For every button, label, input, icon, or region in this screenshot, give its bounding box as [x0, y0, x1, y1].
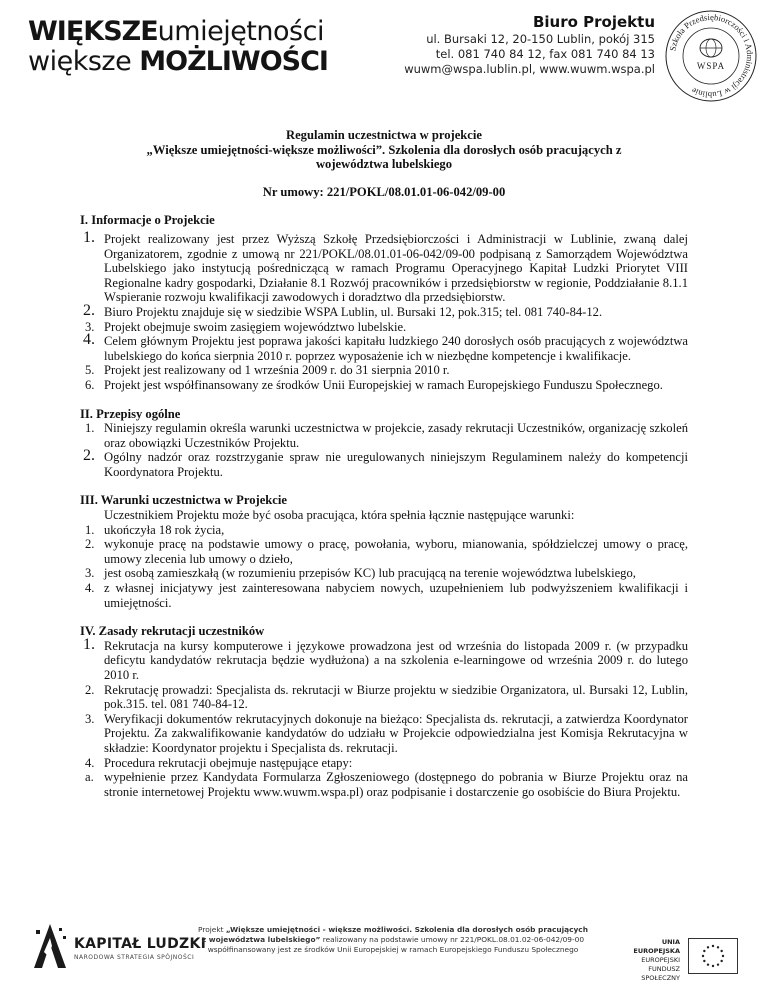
list-item: 2. Rekrutację prowadzi: Specjalista ds. rekrutacji w Biurze projektu w siedzibie Organizatora, ul. Bursaki 12, Lublin, pok.315. tel. 081 740-84-12.	[85, 682, 688, 712]
list-item: 3. Projekt obejmuje swoim zasięgiem województwo lubelskie.	[85, 319, 407, 334]
eu-flag-star-icon	[722, 955, 724, 957]
section-heading: IV. Zasady rekrutacji uczestników	[80, 624, 265, 639]
office-address: ul. Bursaki 12, 20-150 Lublin, pokój 315	[426, 32, 655, 46]
office-phone: tel. 081 740 84 12, fax 081 740 84 13	[435, 47, 655, 61]
eu-flag-icon	[688, 938, 738, 974]
eu-flag-star-icon	[703, 960, 705, 962]
seal-center-text: WSPA	[696, 61, 726, 71]
list-item: 6. Projekt jest współfinansowany ze środków Unii Europejskiej w ramach Europejskiego Funduszu Społecznego.	[85, 377, 663, 392]
seal-ring-text: Szkoła Przedsiębiorczości i Administracji w Lublinie	[667, 11, 756, 101]
logo-word-wieksze-small: większe	[28, 46, 132, 77]
eu-fund-text: UNIA EUROPEJSKA EUROPEJSKI FUNDUSZ SPOŁECZNY	[633, 938, 680, 982]
eu-flag-star-icon	[707, 946, 709, 948]
svg-text:Szkoła Przedsiębiorczości i Ad	[667, 12, 755, 100]
list-item: 2. Ogólny nadzór oraz rozstrzyganie spraw nie uregulowanych niniejszym Regulaminem należy do kompetencji Koordynatora Projektu.	[83, 447, 688, 479]
doc-title-line3: województwa lubelskiego	[315, 157, 453, 172]
kapital-ludzki-logo-icon	[30, 922, 70, 970]
list-item: 2. wykonuje pracę na podstawie umowy o pracę, powołania, wyboru, mianowania, spółdzielczej umowy o pracę, umowy zlecenia lub umowy o dzieło,	[85, 537, 688, 566]
footer-project-note: Projekt „Większe umiejętności - większe możliwości. Szkolenia dla dorosłych osób pracujących z województwa lubelskiego” realizowany na podstawie umowy nr 221/POKL.08.01.02-06-042/09-00 współfinansowany jest ze środków Unii Europejskiej w ramach Europejskiego Funduszu Społecznego	[198, 925, 588, 954]
kl-subtitle: NARODOWA STRATEGIA SPÓJNOŚCI	[74, 954, 195, 961]
list-item: 3. Weryfikacji dokumentów rekrutacyjnych dokonuje na bieżąco: Specjalista ds. rekrutacji, a zatwierdza Koordynator Projektu. Za zakwalifikowanie kandydatów do udziału w Projekcie odpowiedzialna jest Komisja Rekrutacyjna w składzie: Koordynator projektu i Specjalista ds. rekrutacji.	[85, 711, 688, 755]
eu-flag-star-icon	[720, 960, 722, 962]
list-item: 2. Biuro Projektu znajduje się w siedzibie WSPA Lublin, ul. Bursaki 12, pok.315; tel. 081 740-84-12.	[83, 301, 603, 319]
section-intro: Uczestnikiem Projektu może być osoba pracująca, która spełnia łącznie następujące warunki:	[104, 508, 575, 523]
logo-word-mozliwosci: MOŻLIWOŚCI	[139, 46, 328, 77]
doc-title	[80, 128, 688, 172]
section-heading: II. Przepisy ogólne	[80, 406, 181, 421]
wspa-seal-icon	[663, 8, 759, 104]
eu-flag-star-icon	[707, 963, 709, 965]
eu-flag-star-icon	[720, 950, 722, 952]
eu-flag-star-icon	[703, 950, 705, 952]
eu-flag-star-icon	[717, 946, 719, 948]
list-item: 1. ukończyła 18 rok życia,	[85, 522, 225, 537]
list-item: 4. Procedura rekrutacji obejmuje następujące etapy:	[85, 755, 353, 770]
eu-flag-star-icon	[717, 963, 719, 965]
section-1-list	[80, 228, 688, 393]
project-logo	[28, 16, 328, 78]
list-item: 3. jest osobą zamieszkałą (w rozumieniu przepisów KC) lub pracującą na terenie województwa lubelskiego,	[85, 566, 636, 581]
eu-flag-star-icon	[702, 955, 704, 957]
logo-word-umiejetnosci: umiejętności	[157, 16, 324, 47]
office-web: wuwm@wspa.lublin.pl, www.wuwm.wspa.pl	[404, 62, 655, 76]
list-item: a. wypełnienie przez Kandydata Formularza Zgłoszeniowego (dostępnego do pobrania w Biurze Projektu oraz na stronie internetowej Projektu www.wuwm.wspa.pl) oraz podpisanie i dostarczenie go osobiście do Biura Projektu.	[85, 770, 688, 799]
list-item: 1. Niniejszy regulamin określa warunki uczestnictwa w projekcie, zasady rekrutacji Uczestników, organizację szkoleń oraz obowiązki Uczestników Projektu.	[85, 421, 688, 450]
section-3-list	[80, 523, 688, 611]
section-heading: I. Informacje o Projekcie	[80, 213, 215, 228]
contract-number: Nr umowy: 221/POKL/08.01.01-06-042/09-00	[262, 184, 506, 199]
list-item: 4. z własnej inicjatywy jest zainteresowana nabyciem nowych, uzupełnieniem lub podwyższeniem kwalifikacji i umiejętności.	[85, 581, 688, 610]
section-2-list	[80, 421, 688, 479]
eu-flag-star-icon	[712, 965, 714, 967]
office-contact	[404, 13, 655, 77]
doc-title-line2: „Większe umiejętności-większe możliwości”. Szkolenia dla dorosłych osób pracujących z	[146, 142, 622, 157]
regulation-document	[80, 128, 688, 799]
office-title: Biuro Projektu	[532, 13, 655, 31]
section-heading: III. Warunki uczestnictwa w Projekcie	[80, 493, 287, 508]
list-item: 1. Rekrutacja na kursy komputerowe i językowe prowadzona jest od września do listopada 2009 r. (w przypadku deficytu kandydatów rekrutacja będzie wydłużona) a na szkolenia e-learningowe od września 2009 r. do lutego 2010 r.	[83, 635, 688, 682]
kl-title: KAPITAŁ LUDZKI	[74, 936, 207, 952]
eu-flag-star-icon	[712, 945, 714, 947]
section-4-list	[80, 635, 688, 800]
logo-word-wieksze: WIĘKSZE	[28, 16, 158, 47]
list-item: 5. Projekt jest realizowany od 1 września 2009 r. do 31 sierpnia 2010 r.	[85, 363, 450, 378]
doc-title-line1: Regulamin uczestnictwa w projekcie	[286, 128, 482, 142]
list-item: 4. Celem głównym Projektu jest poprawa jakości kapitału ludzkiego 240 dorosłych osób pracujących z województwa lubelskiego do końca sierpnia 2010 r. poprzez wyposażenie ich w niezbędne kompetencje i kwalifikacje.	[83, 331, 688, 363]
footer	[0, 914, 768, 984]
list-item: 1. Projekt realizowany jest przez Wyższą Szkołę Przedsiębiorczości i Administracji w Lublinie, zwaną dalej Organizatorem, zgodnie z umową nr 221/POKL/08.01.01-06-042/09-00 podpisaną z Samorządem Województwa Lubelskiego jako instytucją pośredniczącą w ramach Programu Operacyjnego Kapitał Ludzki Priorytet VIII Regionalne kadry gospodarki, Działanie 8.1 Rozwój pracowników i przedsiębiorstw w regionie, Poddziałanie 8.1.1 Wspieranie rozwoju kwalifikacji zawodowych i doradztwo dla przedsiębiorstw.	[83, 228, 688, 305]
